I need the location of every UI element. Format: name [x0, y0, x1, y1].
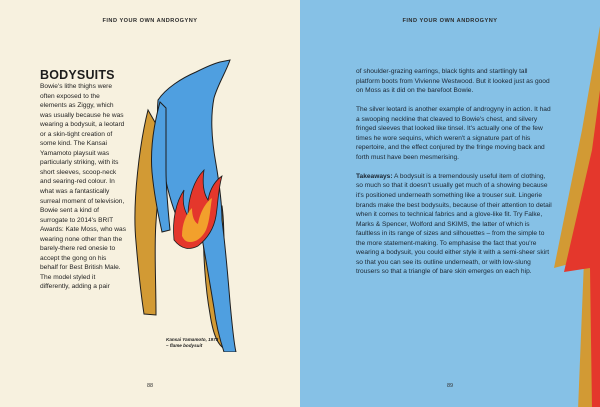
right-body-text	[356, 67, 552, 286]
right-page	[300, 0, 600, 407]
left-body-text: Bowie's lithe thighs were often exposed to the elements as Ziggy, which was usually because he was wearing a bodysuit, a leotard or a skin-tight creation of some kind. The Kansai Yamamoto playsuit was particularly striking, with its short sleeves, scoop-neck and searing-red colour. In what was a fantastically surreal moment of television, Bowie sent a kind of surrogate to 2014's BRIT Awards: Kate Moss, who was wearing none other than the barely-there red onesie to accept the gong on his behalf for Best British Male. The model styled it differently, adding a pair	[40, 83, 126, 291]
takeaways-label: Takeaways:	[356, 172, 393, 180]
paragraph-3	[356, 172, 552, 277]
section-title: BODYSUITS	[40, 68, 115, 82]
page-number-right: 89	[446, 383, 454, 389]
paragraph-1: of shoulder-grazing earrings, black tights and startlingly tall platform boots from Vivienne Westwood. But it looked just as good on Moss as it did on the barefoot Bowie.	[356, 68, 550, 95]
page-number-left: 88	[146, 383, 154, 389]
caption-line-1: Kansai Yamamoto, 1973	[166, 337, 219, 342]
takeaways-text: A bodysuit is a tremendously useful item of clothing, so much so that it doesn't usually get much of a showing because it's positioned underneath something like a trouser suit. Lingerie brands make the best bodysuits, because of their attention to detail when it comes to technical fabrics and a glove-like fit. Try Falke, Marks & Spencer, Wolford and SKIMS, the latter of which is faultless in its range of sizes and silhouettes – from the simple to the more statement-making. To emphasise the fact that you're wearing a bodysuit, you could either style it with a semi-sheer skirt so that you can see its outline underneath, or with low-slung trousers so that a triangle of bare skin emerges on each hip.	[356, 172, 552, 276]
running-head-right: FIND YOUR OWN ANDROGYNY	[402, 18, 498, 24]
caption-line-2: – flame bodysuit	[166, 343, 203, 348]
figure-caption	[166, 337, 256, 349]
running-head-left: FIND YOUR OWN ANDROGYNY	[102, 18, 198, 24]
paragraph-2: The silver leotard is another example of androgyny in action. It had a swooping neckline that cleaved to Bowie's chest, and silvery fringed sleeves that looked like tinsel. It's actually one of the few times he wore sequins, which weren't a signature part of his repertoire, and the effect conjured by the fringe moving back and forth must have been mesmerising.	[356, 106, 551, 161]
bodysuit-illustration	[118, 52, 258, 352]
